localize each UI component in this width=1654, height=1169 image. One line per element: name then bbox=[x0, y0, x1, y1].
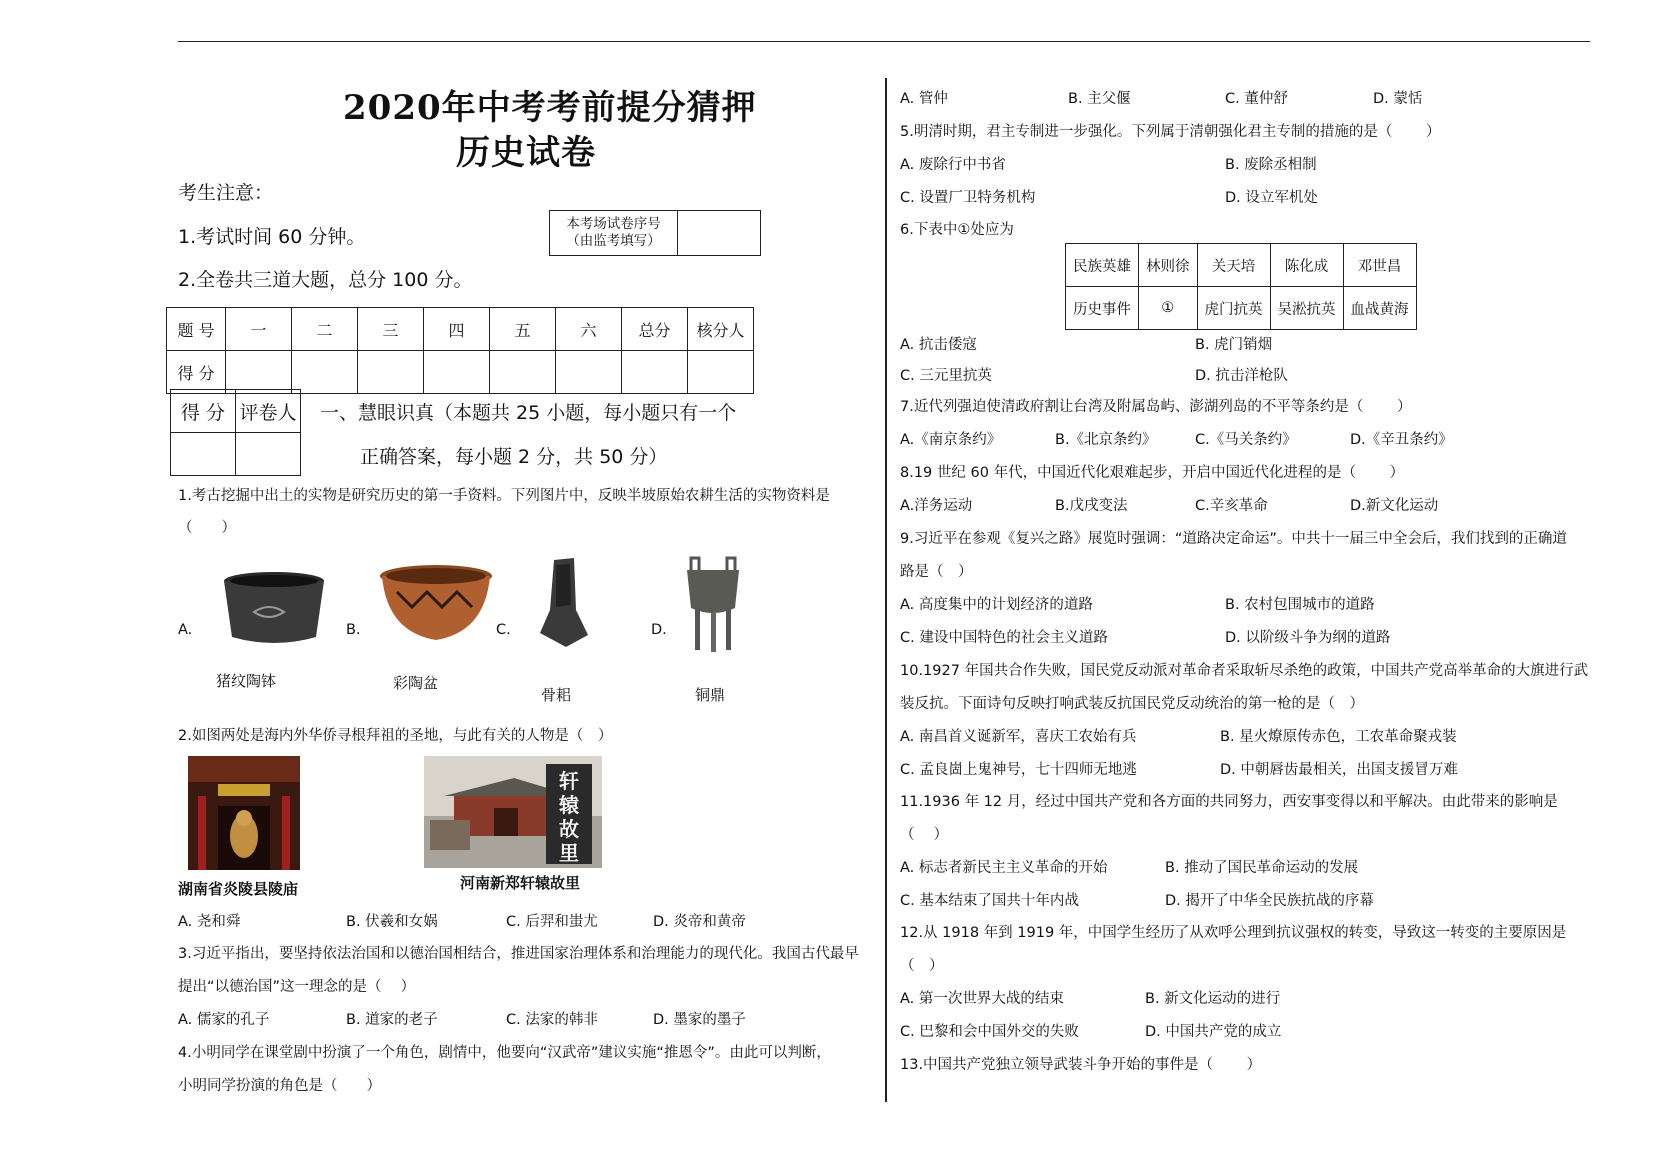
score-cell: 二 bbox=[292, 308, 358, 351]
table-cell: 血战黄海 bbox=[1343, 287, 1416, 330]
q8-option-a[interactable]: A.洋务运动 bbox=[900, 498, 973, 514]
q9-option-a[interactable]: A. 高度集中的计划经济的道路 bbox=[900, 597, 1093, 613]
q6-option-c[interactable]: C. 三元里抗英 bbox=[900, 368, 992, 384]
question-4-text-line1: 4.小明同学在课堂剧中扮演了一个角色，剧情中，他要向“汉武帝”建议实施“推恩令”。由此可以判断， bbox=[178, 1045, 831, 1061]
q10-option-d[interactable]: D. 中朝唇齿最相关，出国支援冒万难 bbox=[1220, 762, 1458, 778]
bone-spade-image bbox=[526, 555, 596, 650]
xuanyuan-hometown-image bbox=[424, 756, 602, 868]
q3-option-c[interactable]: C. 法家的韩非 bbox=[506, 1012, 598, 1028]
q1-option-b-caption: 彩陶盆 bbox=[393, 674, 439, 692]
score-input-cell[interactable] bbox=[622, 351, 688, 394]
q1-option-d-caption: 铜鼎 bbox=[695, 686, 726, 704]
question-11-text-line1: 11.1936 年 12 月，经过中国共产党和各方面的共同努力，西安事变得以和平解决。由此带来的影响是 bbox=[900, 794, 1558, 810]
question-13-text: 13.中国共产党独立领导武装斗争开始的事件是（ ） bbox=[900, 1057, 1262, 1073]
q6-option-b[interactable]: B. 虎门销烟 bbox=[1195, 337, 1273, 353]
score-cell: 得 分 bbox=[167, 351, 226, 394]
section1-heading-line1: 一、慧眼识真（本题共 25 小题，每小题只有一个 bbox=[320, 402, 737, 424]
score-input-cell[interactable] bbox=[358, 351, 424, 394]
q6-events-row bbox=[1066, 287, 1417, 330]
serial-number-field[interactable] bbox=[679, 211, 760, 255]
table-cell: 民族英雄 bbox=[1066, 244, 1139, 287]
q4-option-a[interactable]: A. 管仲 bbox=[900, 91, 948, 107]
table-cell: 历史事件 bbox=[1066, 287, 1139, 330]
q2-option-c[interactable]: C. 后羿和蚩尤 bbox=[506, 914, 598, 930]
question-7-text: 7.近代列强迫使清政府割让台湾及附属岛屿、澎湖列岛的不平等条约是（ ） bbox=[900, 399, 1412, 415]
plaque-char: 辕 bbox=[559, 793, 579, 817]
section-score-field[interactable] bbox=[171, 433, 236, 476]
score-input-cell[interactable] bbox=[292, 351, 358, 394]
table-cell: 林则徐 bbox=[1139, 244, 1198, 287]
q4-option-c[interactable]: C. 董仲舒 bbox=[1225, 91, 1288, 107]
q5-option-c[interactable]: C. 设置厂卫特务机构 bbox=[900, 190, 1036, 206]
score-cell: 一 bbox=[226, 308, 292, 351]
notice-heading: 考生注意： bbox=[178, 182, 274, 204]
question-9-text-line1: 9.习近平在参观《复兴之路》展览时强调：“道路决定命运”。中共十一届三中全会后，我们找到的正确道 bbox=[900, 531, 1567, 547]
q6-option-a[interactable]: A. 抗击倭寇 bbox=[900, 337, 977, 353]
score-input-cell[interactable] bbox=[424, 351, 490, 394]
q8-option-b[interactable]: B.戊戌变法 bbox=[1055, 498, 1128, 514]
plaque-char: 轩 bbox=[559, 769, 579, 793]
score-table bbox=[166, 307, 754, 394]
q4-option-b[interactable]: B. 主父偃 bbox=[1068, 91, 1131, 107]
score-cell: 总分 bbox=[622, 308, 688, 351]
question-9-text-line2: 路是（ ） bbox=[900, 564, 973, 580]
q9-option-c[interactable]: C. 建设中国特色的社会主义道路 bbox=[900, 630, 1108, 646]
question-12-text-line1: 12.从 1918 年到 1919 年，中国学生经历了从欢呼公理到抗议强权的转变，导致这一转变的主要原因是 bbox=[900, 925, 1567, 941]
q7-option-d[interactable]: D.《辛丑条约》 bbox=[1350, 432, 1453, 448]
q11-option-b[interactable]: B. 推动了国民革命运动的发展 bbox=[1165, 860, 1359, 876]
q11-option-d[interactable]: D. 揭开了中华全民族抗战的序幕 bbox=[1165, 893, 1374, 909]
exam-title-line2: 历史试卷 bbox=[456, 133, 596, 173]
question-11-text-line2: （ ） bbox=[900, 827, 949, 843]
pig-pattern-pottery-bowl-image bbox=[214, 567, 324, 647]
section-grader-field[interactable] bbox=[236, 433, 301, 476]
section-score-box bbox=[170, 389, 301, 476]
plaque-char: 里 bbox=[559, 841, 579, 865]
table-cell: 关天培 bbox=[1197, 244, 1270, 287]
q2-image2-caption: 河南新郑轩辕故里 bbox=[460, 874, 581, 892]
q3-option-b[interactable]: B. 道家的老子 bbox=[346, 1012, 438, 1028]
column-divider bbox=[885, 78, 887, 1102]
q7-option-b[interactable]: B.《北京条约》 bbox=[1055, 432, 1157, 448]
score-input-cell[interactable] bbox=[688, 351, 754, 394]
question-6-text: 6.下表中①处应为 bbox=[900, 222, 1014, 238]
question-3-text-line1: 3.习近平指出，要坚持依法治国和以德治国相结合，推进国家治理体系和治理能力的现代化。我国古代最早 bbox=[178, 946, 859, 962]
section-score-label: 得 分 bbox=[171, 390, 236, 433]
question-3-text-line2: 提出“以德治国”这一理念的是（ ） bbox=[178, 979, 416, 995]
score-cell: 题 号 bbox=[167, 308, 226, 351]
score-cell: 三 bbox=[358, 308, 424, 351]
q4-option-d[interactable]: D. 蒙恬 bbox=[1373, 91, 1423, 107]
header-rule bbox=[178, 41, 1590, 42]
question-1-text: 1.考古挖掘中出土的实物是研究历史的第一手资料。下列图片中，反映半坡原始农耕生活的实物资料是 bbox=[178, 488, 830, 504]
q12-option-b[interactable]: B. 新文化运动的进行 bbox=[1145, 991, 1281, 1007]
q9-option-d[interactable]: D. 以阶级斗争为纲的道路 bbox=[1225, 630, 1391, 646]
q6-option-d[interactable]: D. 抗击洋枪队 bbox=[1195, 368, 1288, 384]
painted-pottery-basin-image bbox=[377, 562, 495, 644]
section1-heading-line2: 正确答案，每小题 2 分，共 50 分） bbox=[360, 446, 668, 468]
question-1-blank: （ ） bbox=[178, 520, 236, 536]
q11-option-a[interactable]: A. 标志者新民主主义革命的开始 bbox=[900, 860, 1108, 876]
q5-option-a[interactable]: A. 废除行中书省 bbox=[900, 157, 1006, 173]
q1-option-d[interactable]: D. bbox=[651, 622, 667, 638]
question-8-text: 8.19 世纪 60 年代，中国近代化艰难起步，开启中国近代化进程的是（ ） bbox=[900, 465, 1405, 481]
q1-option-a[interactable]: A. bbox=[178, 622, 193, 638]
q1-option-a-caption: 猪纹陶钵 bbox=[216, 672, 277, 690]
question-2-text: 2.如图两处是海内外华侨寻根拜祖的圣地，与此有关的人物是（ ） bbox=[178, 728, 613, 744]
q10-option-c[interactable]: C. 孟良崮上鬼神号，七十四师无地逃 bbox=[900, 762, 1137, 778]
q12-option-d[interactable]: D. 中国共产党的成立 bbox=[1145, 1024, 1282, 1040]
q2-option-a[interactable]: A. 尧和舜 bbox=[178, 914, 241, 930]
plaque-char: 故 bbox=[559, 817, 579, 841]
q10-option-b[interactable]: B. 星火燎原传赤色，工农革命聚戎装 bbox=[1220, 729, 1457, 745]
exam-title-line1: 2020年中考考前提分猜押 bbox=[343, 88, 757, 128]
question-10-text-line1: 10.1927 年国共合作失败，国民党反动派对革命者采取斩尽杀绝的政策，中国共产党高举革命的大旗进行武 bbox=[900, 663, 1589, 679]
q6-heroes-table bbox=[1065, 243, 1417, 330]
q8-option-c[interactable]: C.辛亥革命 bbox=[1195, 498, 1268, 514]
q1-option-c[interactable]: C. bbox=[496, 622, 511, 638]
question-5-text: 5.明清时期，君主专制进一步强化。下列属于清朝强化君主专制的措施的是（ ） bbox=[900, 124, 1441, 140]
q1-option-c-caption: 骨耜 bbox=[541, 686, 572, 704]
notice-item-2: 2.全卷共三道大题，总分 100 分。 bbox=[178, 269, 473, 291]
q7-option-c[interactable]: C.《马关条约》 bbox=[1195, 432, 1297, 448]
score-cell: 核分人 bbox=[688, 308, 754, 351]
section-grader-label: 评卷人 bbox=[236, 390, 301, 433]
q12-option-c[interactable]: C. 巴黎和会中国外交的失败 bbox=[900, 1024, 1079, 1040]
notice-item-1: 1.考试时间 60 分钟。 bbox=[178, 226, 366, 248]
question-12-text-line2: （ ） bbox=[900, 958, 944, 974]
q11-option-c[interactable]: C. 基本结束了国共十年内战 bbox=[900, 893, 1079, 909]
score-input-cell[interactable] bbox=[226, 351, 292, 394]
q2-option-d[interactable]: D. 炎帝和黄帝 bbox=[653, 914, 746, 930]
q10-option-a[interactable]: A. 南昌首义诞新军，喜庆工农始有兵 bbox=[900, 729, 1137, 745]
q2-image1-caption: 湖南省炎陵县陵庙 bbox=[178, 880, 299, 898]
score-input-cell[interactable] bbox=[556, 351, 622, 394]
serial-number-label: 本考场试卷序号 （由监考填写） bbox=[550, 211, 678, 255]
q5-option-d[interactable]: D. 设立军机处 bbox=[1225, 190, 1318, 206]
bronze-ding-image bbox=[683, 556, 743, 656]
score-cell: 五 bbox=[490, 308, 556, 351]
table-cell: 邓世昌 bbox=[1343, 244, 1416, 287]
score-input-cell[interactable] bbox=[490, 351, 556, 394]
score-cell: 六 bbox=[556, 308, 622, 351]
table-cell: 虎门抗英 bbox=[1197, 287, 1270, 330]
q9-option-b[interactable]: B. 农村包围城市的道路 bbox=[1225, 597, 1375, 613]
q3-option-d[interactable]: D. 墨家的墨子 bbox=[653, 1012, 746, 1028]
q3-option-a[interactable]: A. 儒家的孔子 bbox=[178, 1012, 270, 1028]
q6-heroes-row bbox=[1066, 244, 1417, 287]
yandi-mausoleum-temple-image bbox=[188, 756, 300, 870]
q7-option-a[interactable]: A.《南京条约》 bbox=[900, 432, 1002, 448]
table-cell: 陈化成 bbox=[1270, 244, 1343, 287]
q8-option-d[interactable]: D.新文化运动 bbox=[1350, 498, 1439, 514]
question-10-text-line2: 装反抗。下面诗句反映打响武装反抗国民党反动统治的第一枪的是（ ） bbox=[900, 696, 1364, 712]
q5-option-b[interactable]: B. 废除丞相制 bbox=[1225, 157, 1317, 173]
q12-option-a[interactable]: A. 第一次世界大战的结束 bbox=[900, 991, 1064, 1007]
table-cell: ① bbox=[1139, 287, 1198, 330]
q2-option-b[interactable]: B. 伏羲和女娲 bbox=[346, 914, 438, 930]
score-table-score-row bbox=[167, 351, 754, 394]
question-4-text-line2: 小明同学扮演的角色是（ ） bbox=[178, 1078, 381, 1094]
score-cell: 四 bbox=[424, 308, 490, 351]
table-cell: 吴淞抗英 bbox=[1270, 287, 1343, 330]
q1-option-b[interactable]: B. bbox=[346, 622, 361, 638]
score-table-header-row bbox=[167, 308, 754, 351]
serial-number-box bbox=[549, 210, 761, 256]
